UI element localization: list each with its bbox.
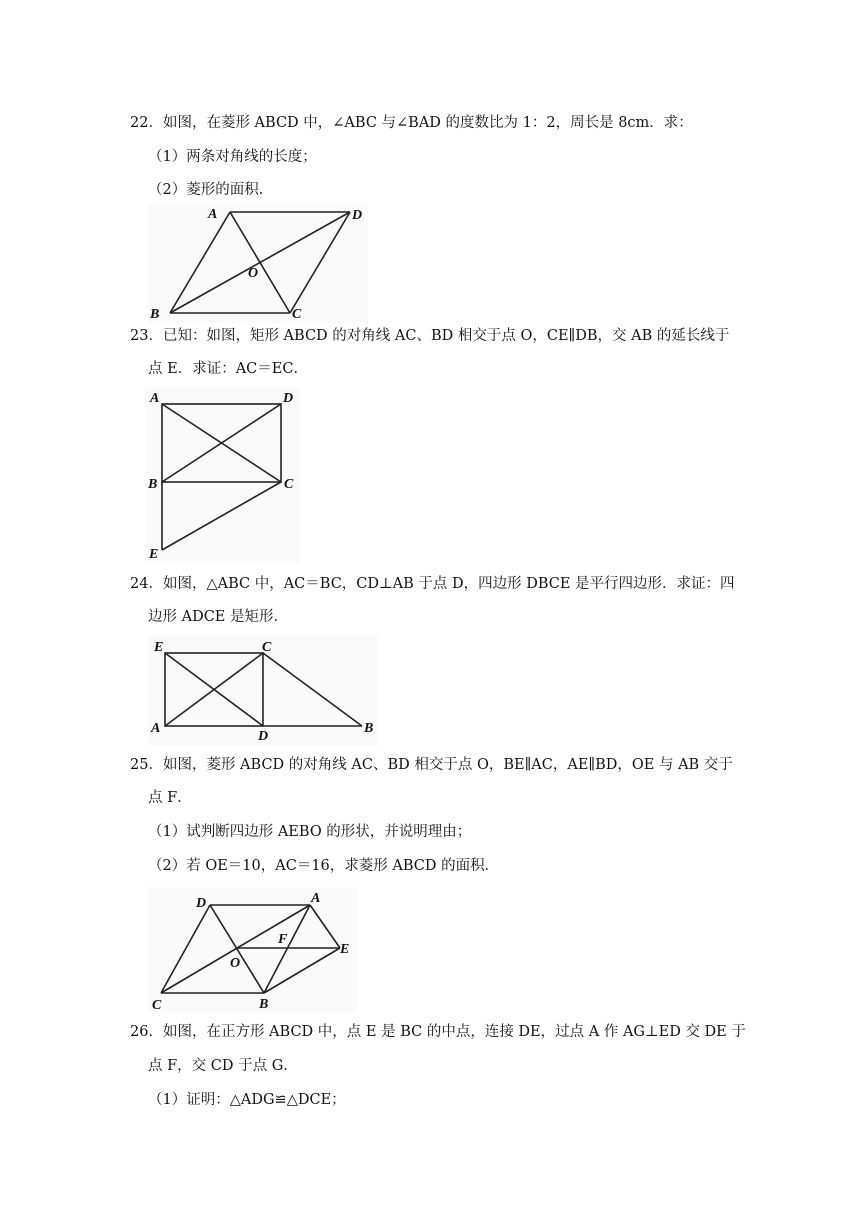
vertex-label-b: B [259, 997, 269, 1012]
problem-26-statement-line-1: 26．如图，在正方形 ABCD 中，点 E 是 BC 的中点，连接 DE，过点 A 作 AG⊥ED 交 DE 于 [130, 1024, 746, 1040]
problem-22-part-2: （2）菱形的面积． [148, 182, 274, 198]
problem-26-part-1: （1）证明：△ADG≌△DCE； [148, 1092, 346, 1108]
vertex-label-c: C [292, 307, 302, 322]
vertex-label-a: A [151, 721, 161, 736]
rectangle-figure-24 [148, 636, 378, 746]
problem-26-statement-line-2: 点 F，交 CD 于点 G． [148, 1058, 298, 1074]
vertex-label-c: C [262, 640, 272, 655]
vertex-label-c: C [152, 998, 162, 1012]
vertex-label-a: A [208, 207, 218, 222]
problem-25-statement-line-2: 点 F． [148, 790, 192, 806]
problem-24-statement-line-2: 边形 ADCE 是矩形． [148, 609, 288, 625]
problem-22-statement: 22．如图，在菱形 ABCD 中，∠ABC 与∠BAD 的度数比为 1：2，周长是 8cm．求： [130, 115, 693, 131]
problem-22-part-1: （1）两条对角线的长度； [148, 149, 317, 165]
vertex-label-d: D [283, 391, 294, 406]
rectangle-figure-23 [145, 388, 300, 563]
vertex-label-d: D [196, 896, 207, 911]
problem-24-statement-line-1: 24．如图，△ABC 中，AC＝BC，CD⊥AB 于点 D，四边形 DBCE 是平行四边形．求证：四 [130, 576, 735, 592]
vertex-label-o: O [248, 266, 259, 281]
vertex-label-a: A [311, 891, 321, 906]
vertex-label-c: C [284, 477, 294, 492]
vertex-label-e: E [149, 547, 159, 562]
rhombus-figure-22 [148, 203, 368, 323]
vertex-label-a: A [150, 391, 160, 406]
vertex-label-b: B [150, 307, 160, 322]
vertex-label-b: B [148, 477, 158, 492]
vertex-label-b: B [364, 721, 374, 736]
vertex-label-e: E [340, 942, 350, 957]
vertex-label-e: E [154, 640, 164, 655]
vertex-label-d: D [352, 208, 363, 223]
vertex-label-o: O [230, 956, 241, 971]
problem-23-statement-line-2: 点 E．求证：AC＝EC． [148, 361, 308, 377]
problem-23-statement-line-1: 23．已知：如图，矩形 ABCD 的对角线 AC、BD 相交于点 O，CE∥DB，交 AB 的延长线于 [130, 328, 730, 344]
rhombus-figure-25 [148, 887, 358, 1012]
problem-25-part-1: （1）试判断四边形 AEBO 的形状，并说明理由； [148, 824, 472, 840]
problem-25-statement-line-1: 25．如图，菱形 ABCD 的对角线 AC、BD 相交于点 O，BE∥AC，AE∥BD，OE 与 AB 交于 [130, 757, 733, 773]
vertex-label-d: D [258, 729, 269, 744]
vertex-label-f: F [278, 932, 288, 947]
problem-25-part-2: （2）若 OE＝10，AC＝16，求菱形 ABCD 的面积． [148, 858, 500, 874]
